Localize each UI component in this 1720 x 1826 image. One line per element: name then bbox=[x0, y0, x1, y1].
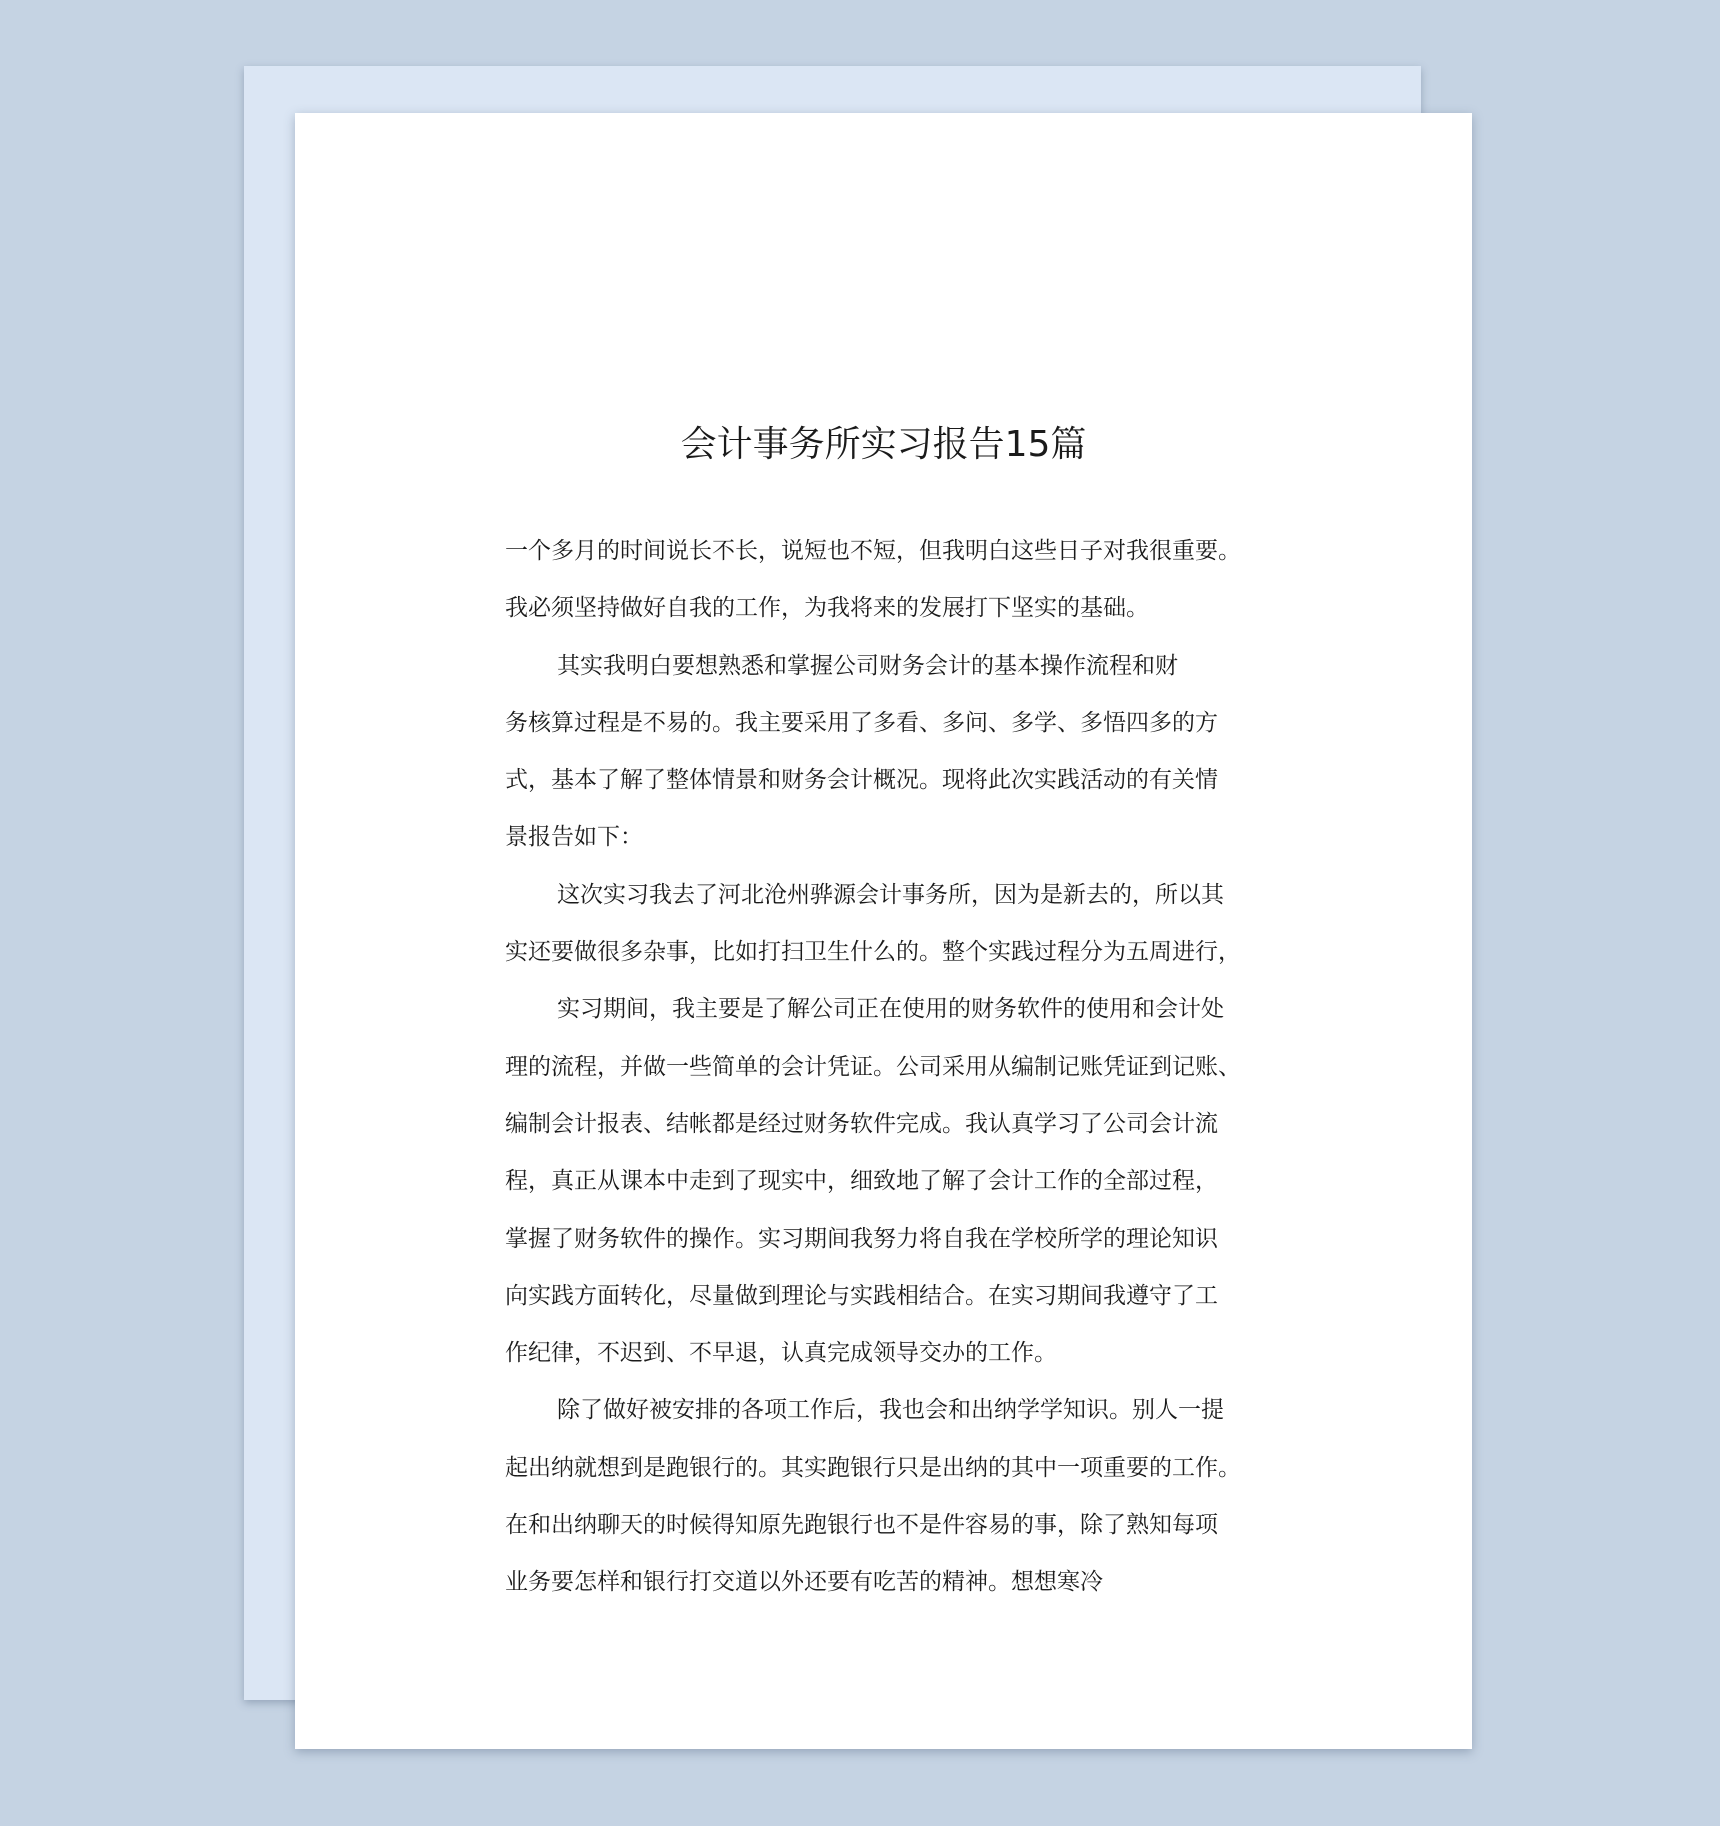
body-text-line: 作纪律，不迟到、不早退，认真完成领导交办的工作。 bbox=[505, 1340, 1057, 1367]
document-title: 会计事务所实习报告15篇 bbox=[680, 424, 1087, 465]
body-text-line: 实习期间，我主要是了解公司正在使用的财务软件的使用和会计处 bbox=[557, 996, 1224, 1023]
body-text-line: 程，真正从课本中走到了现实中，细致地了解了会计工作的全部过程， bbox=[505, 1168, 1218, 1195]
body-text-line: 向实践方面转化，尽量做到理论与实践相结合。在实习期间我遵守了工 bbox=[505, 1282, 1218, 1309]
body-text-line: 式，基本了解了整体情景和财务会计概况。现将此次实践活动的有关情 bbox=[505, 767, 1218, 794]
body-text-line: 其实我明白要想熟悉和掌握公司财务会计的基本操作流程和财 bbox=[557, 652, 1178, 679]
body-text-line: 我必须坚持做好自我的工作，为我将来的发展打下坚实的基础。 bbox=[505, 595, 1149, 622]
body-text-line: 起出纳就想到是跑银行的。其实跑银行只是出纳的其中一项重要的工作。 bbox=[505, 1454, 1241, 1481]
body-text-line: 这次实习我去了河北沧州骅源会计事务所，因为是新去的，所以其 bbox=[557, 881, 1224, 908]
document-body bbox=[505, 536, 1285, 1625]
body-text-line: 业务要怎样和银行打交道以外还要有吃苦的精神。想想寒冷 bbox=[505, 1569, 1103, 1596]
document-page bbox=[295, 113, 1472, 1749]
body-text-line: 景报告如下： bbox=[505, 824, 643, 851]
body-text-line: 理的流程，并做一些简单的会计凭证。公司采用从编制记账凭证到记账、 bbox=[505, 1053, 1241, 1080]
body-text-line: 掌握了财务软件的操作。实习期间我努力将自我在学校所学的理论知识 bbox=[505, 1225, 1218, 1252]
body-text-line: 在和出纳聊天的时候得知原先跑银行也不是件容易的事，除了熟知每项 bbox=[505, 1512, 1218, 1539]
body-text-line: 实还要做很多杂事，比如打扫卫生什么的。整个实践过程分为五周进行， bbox=[505, 939, 1241, 966]
body-text-line: 务核算过程是不易的。我主要采用了多看、多问、多学、多悟四多的方 bbox=[505, 709, 1218, 736]
body-text-line: 一个多月的时间说长不长，说短也不短，但我明白这些日子对我很重要。 bbox=[505, 538, 1241, 564]
body-text-line: 编制会计报表、结帐都是经过财务软件完成。我认真学习了公司会计流 bbox=[505, 1110, 1218, 1137]
body-text-line: 除了做好被安排的各项工作后，我也会和出纳学学知识。别人一提 bbox=[557, 1397, 1224, 1424]
